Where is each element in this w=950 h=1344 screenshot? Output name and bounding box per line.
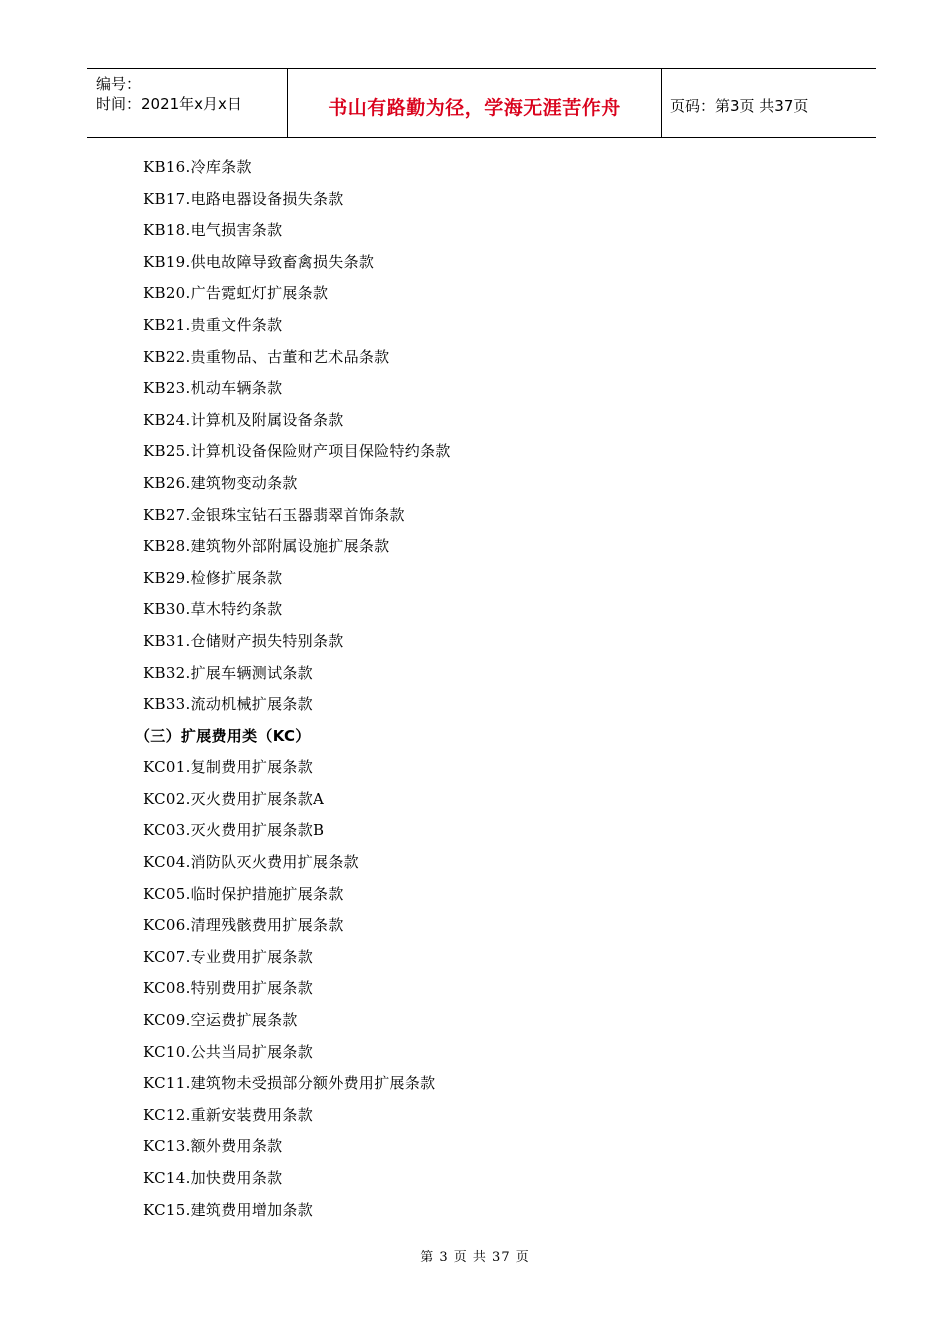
list-item: KB20.广告霓虹灯扩展条款 [143, 284, 329, 303]
header-motto-cell [287, 69, 662, 137]
list-item: KC14.加快费用条款 [143, 1169, 283, 1187]
list-item: KB27.金银珠宝钻石玉器翡翠首饰条款 [143, 505, 405, 524]
list-item: KC11.建筑物未受损部分额外费用扩展条款 [143, 1074, 436, 1093]
list-item: KC08.特别费用扩展条款 [143, 979, 314, 998]
document-time-label: 时间：2021年x月x日 [96, 95, 242, 113]
header-page-code: 页码：第3页 共37页 [670, 97, 809, 115]
list-item: KB31.仓储财产损失特别条款 [143, 631, 344, 650]
header-motto: 书山有路勤为径，学海无涯苦作舟 [328, 97, 621, 119]
list-item: KC02.灭火费用扩展条款A [143, 789, 325, 808]
list-item: KC04.消防队灭火费用扩展条款 [143, 853, 359, 872]
list-item: KB33.流动机械扩展条款 [143, 695, 313, 714]
list-item: KC10.公共当局扩展条款 [143, 1042, 314, 1061]
list-item: KB19.供电故障导致畜禽损失条款 [143, 252, 375, 271]
list-item: KB28.建筑物外部附属设施扩展条款 [143, 537, 390, 556]
list-item: KB25.计算机设备保险财产项目保险特约条款 [143, 442, 451, 461]
list-item: KC12.重新安装费用条款 [143, 1105, 314, 1124]
list-item: KB32.扩展车辆测试条款 [143, 663, 313, 682]
list-item: KC09.空运费扩展条款 [143, 1011, 298, 1030]
list-item: KB22.贵重物品、古董和艺术品条款 [143, 347, 390, 366]
list-item: KC06.清理残骸费用扩展条款 [143, 916, 344, 935]
list-item: KB21.贵重文件条款 [143, 315, 283, 334]
list-item: KB18.电气损害条款 [143, 221, 283, 240]
header-page-cell [661, 69, 876, 137]
list-item: KB17.电路电器设备损失条款 [143, 189, 344, 208]
section-heading: （三）扩展费用类（KC） [135, 726, 311, 745]
list-item: KB30.草木特约条款 [143, 600, 283, 619]
list-item: KB26.建筑物变动条款 [143, 473, 298, 492]
clause-list [135, 152, 863, 1226]
list-item: KC13.额外费用条款 [143, 1137, 283, 1156]
list-item: KC15.建筑费用增加条款 [143, 1200, 314, 1219]
list-item: KB16.冷库条款 [143, 158, 252, 176]
list-item: KC03.灭火费用扩展条款B [143, 821, 325, 840]
header-info-cell [87, 69, 287, 137]
list-item: KC01.复制费用扩展条款 [143, 758, 314, 777]
list-item: KB24.计算机及附属设备条款 [143, 410, 344, 429]
list-item: KC07.专业费用扩展条款 [143, 947, 314, 966]
list-item: KB29.检修扩展条款 [143, 568, 283, 587]
list-item: KC05.临时保护措施扩展条款 [143, 884, 344, 903]
list-item: KB23.机动车辆条款 [143, 379, 283, 398]
page-header [87, 68, 876, 138]
document-number-label: 编号： [96, 75, 142, 93]
page-footer: 第 3 页 共 37 页 [420, 1250, 530, 1265]
